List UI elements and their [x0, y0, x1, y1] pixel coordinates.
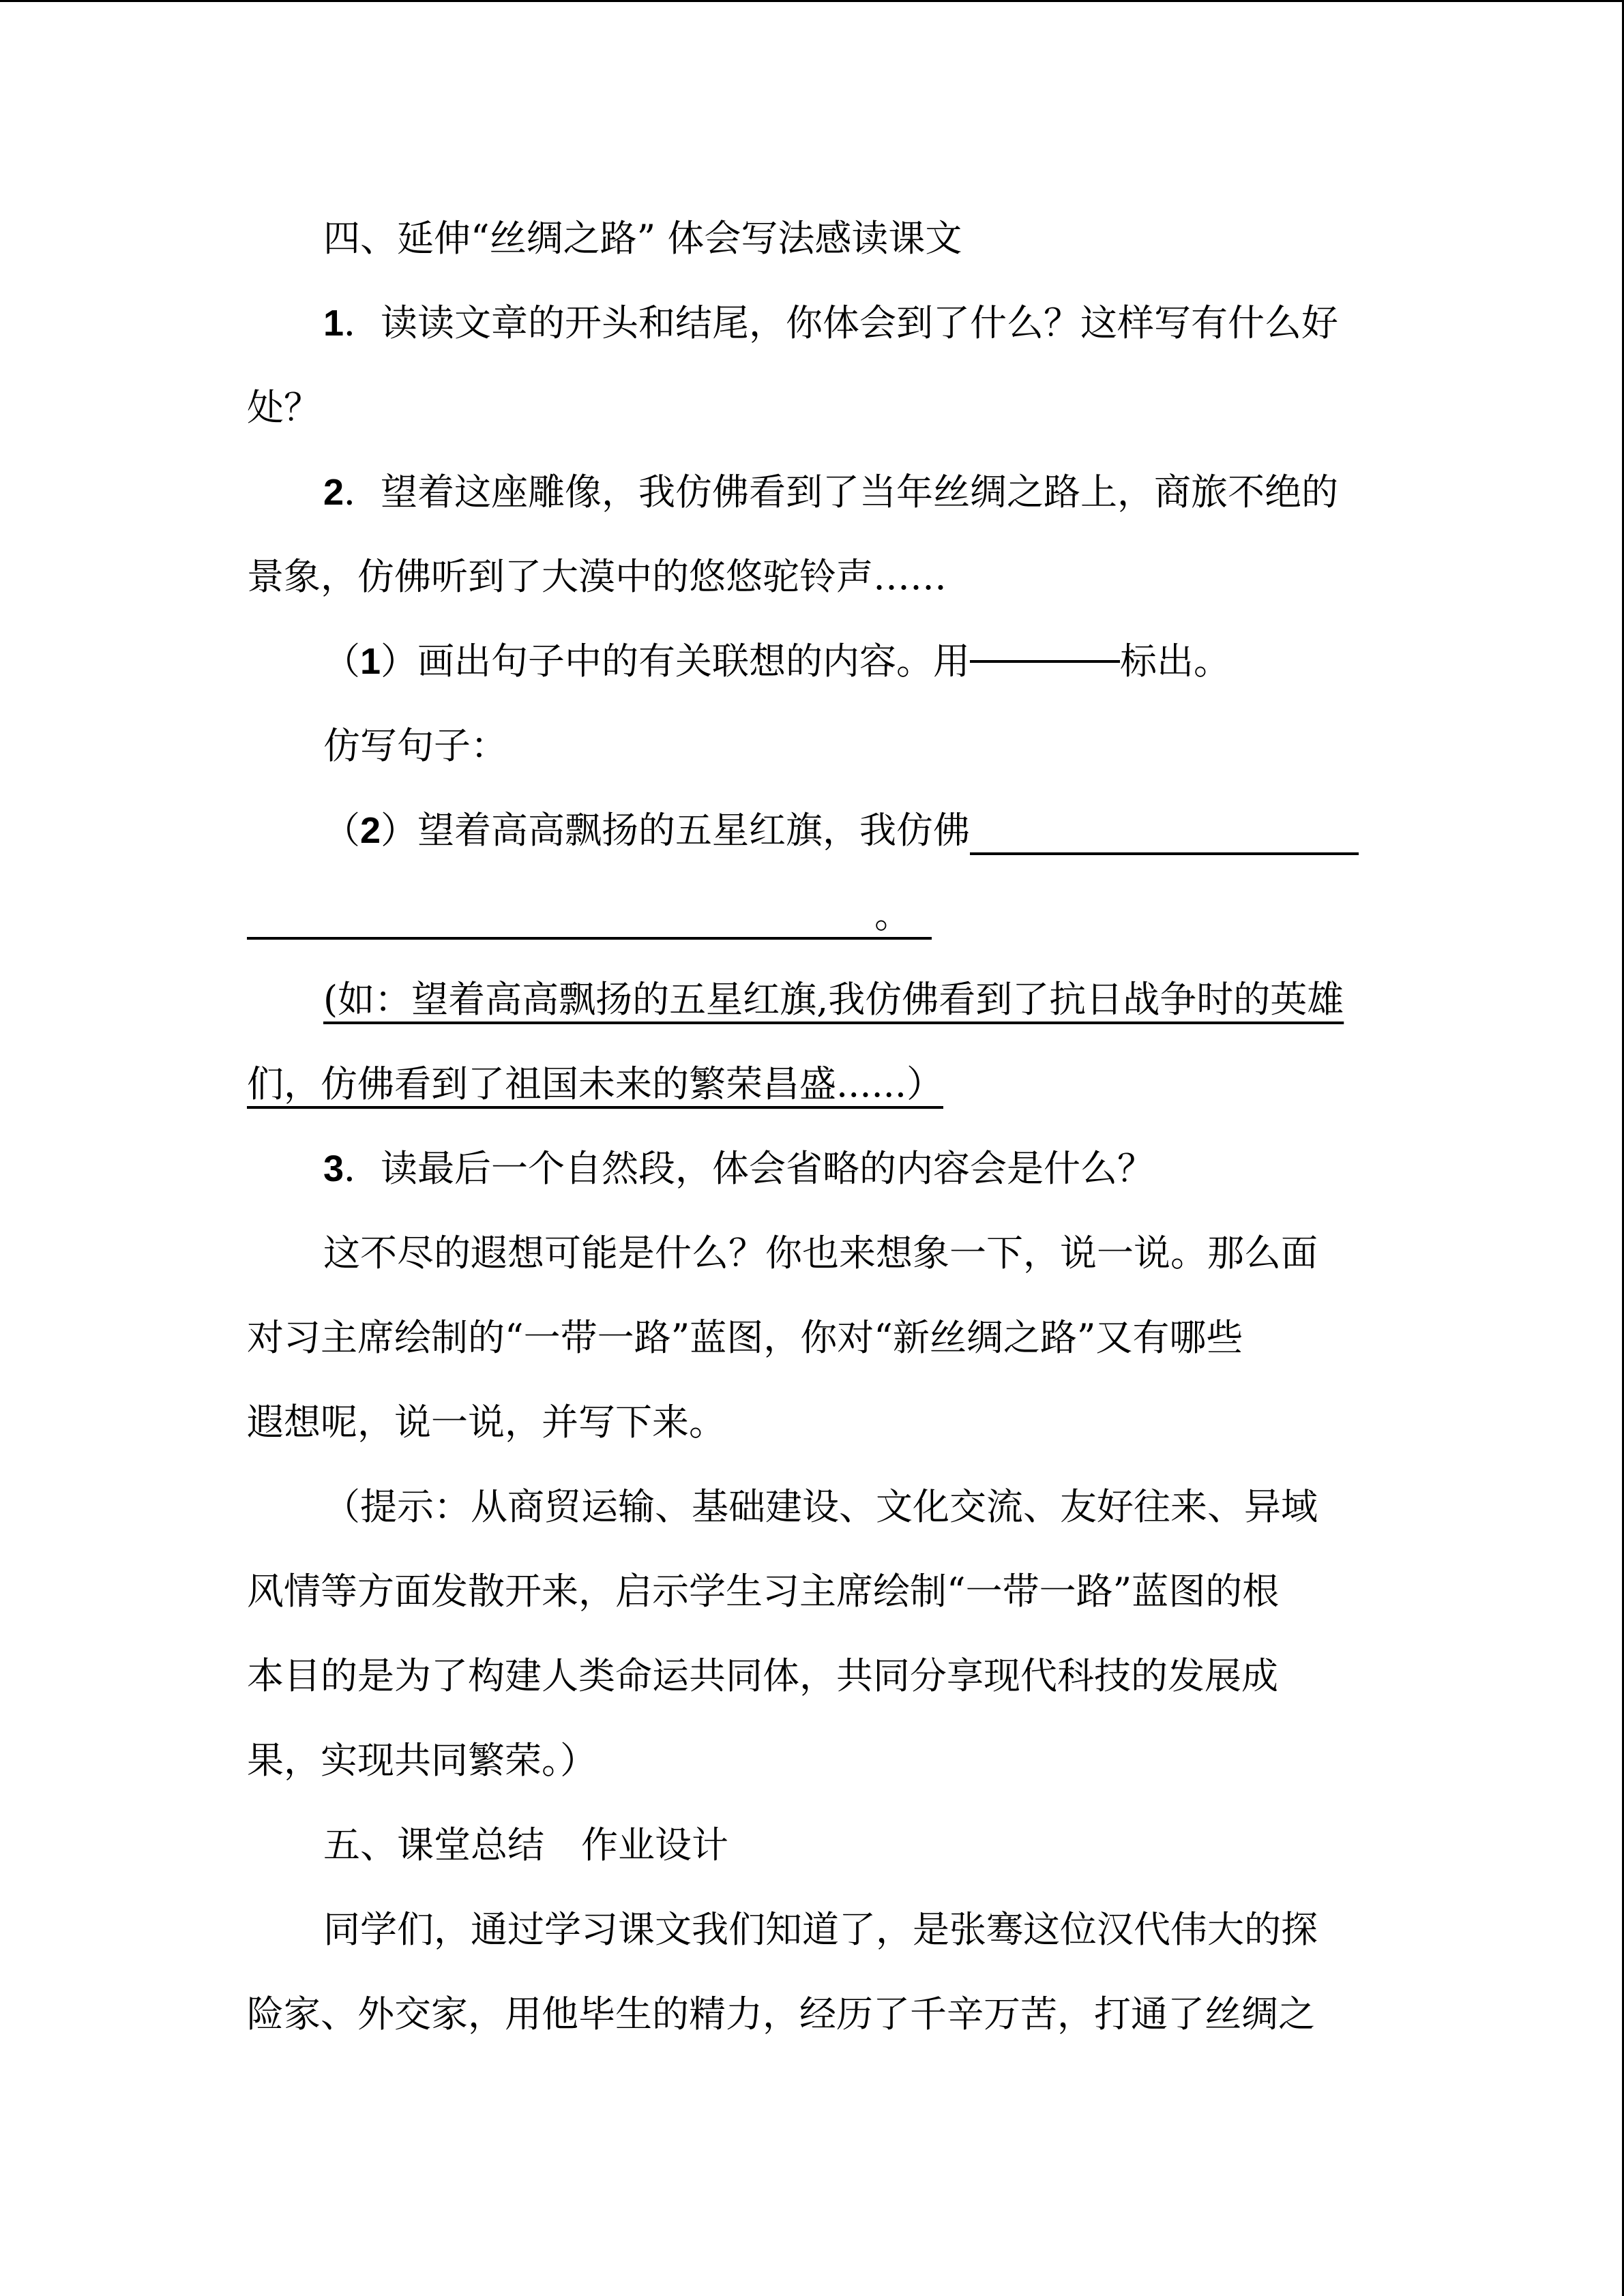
answer-blank-continued[interactable]	[247, 896, 874, 940]
summary-line-2: 险家、外交家，用他毕生的精力，经历了千辛万苦，打通了丝绸之	[247, 1993, 1315, 2036]
reverie-paragraph-line-1: 这不尽的遐想可能是什么？你也来想象一下，说一说。那么面	[323, 1232, 1318, 1274]
hint-line-2: 风情等方面发散开来，启示学生习主席绘制“一带一路”蓝图的根	[247, 1570, 1280, 1613]
sub-question-number: 2	[360, 810, 381, 851]
sub-question-number: 1	[360, 641, 381, 682]
section-4-heading: 四、延伸“丝绸之路” 体会写法感读课文	[323, 217, 962, 260]
question-number: 3	[323, 1148, 344, 1189]
imitate-sentence-label: 仿写句子：	[323, 724, 507, 767]
reverie-paragraph-line-2: 对习主席绘制的“一带一路”蓝图，你对“新丝绸之路”又有哪些	[247, 1316, 1243, 1359]
question-1: 1．读读文章的开头和结尾，你体会到了什么？这样写有什么好	[323, 301, 1339, 344]
section-5-heading: 五、课堂总结 作业设计	[323, 1823, 728, 1866]
example-answer-line-2: 们，仿佛看到了祖国未来的繁荣昌盛......）	[247, 1062, 943, 1105]
example-answer-line-1: (如：望着高高飘扬的五星红旗,我仿佛看到了抗日战争时的英雄	[323, 978, 1344, 1021]
hint-line-4: 果，实现共同繁荣。）	[247, 1739, 597, 1782]
question-1-continued: 处？	[247, 386, 321, 429]
question-2-1: （1）画出句子中的有关联想的内容。用 标出。	[323, 640, 1231, 683]
question-number: 1	[323, 303, 344, 344]
summary-line-1: 同学们，通过学习课文我们知道了，是张骞这位汉代伟大的探	[323, 1908, 1318, 1951]
document-body	[247, 196, 1379, 2057]
question-2-2: （2）望着高高飘扬的五星红旗，我仿佛	[247, 788, 1379, 873]
question-2-continued: 景象，仿佛听到了大漠中的悠悠驼铃声……	[247, 555, 947, 598]
question-3: 3．读最后一个自然段，体会省略的内容会是什么？	[323, 1147, 1155, 1190]
question-number: 2	[323, 472, 344, 513]
reverie-paragraph-line-3: 遐想呢，说一说，并写下来。	[247, 1401, 726, 1444]
hint-line-1: （提示：从商贸运输、基础建设、文化交流、友好往来、异域	[323, 1485, 1318, 1528]
answer-blank[interactable]	[970, 811, 1359, 855]
answer-blank-tail	[911, 896, 932, 940]
hint-line-3: 本目的是为了构建人类命运共同体，共同分享现代科技的发展成	[247, 1654, 1278, 1697]
question-2-2-blank-line: 。	[247, 873, 1379, 957]
underline-mark-sample	[970, 660, 1120, 663]
question-2: 2．望着这座雕像，我仿佛看到了当年丝绸之路上，商旅不绝的	[323, 471, 1339, 513]
